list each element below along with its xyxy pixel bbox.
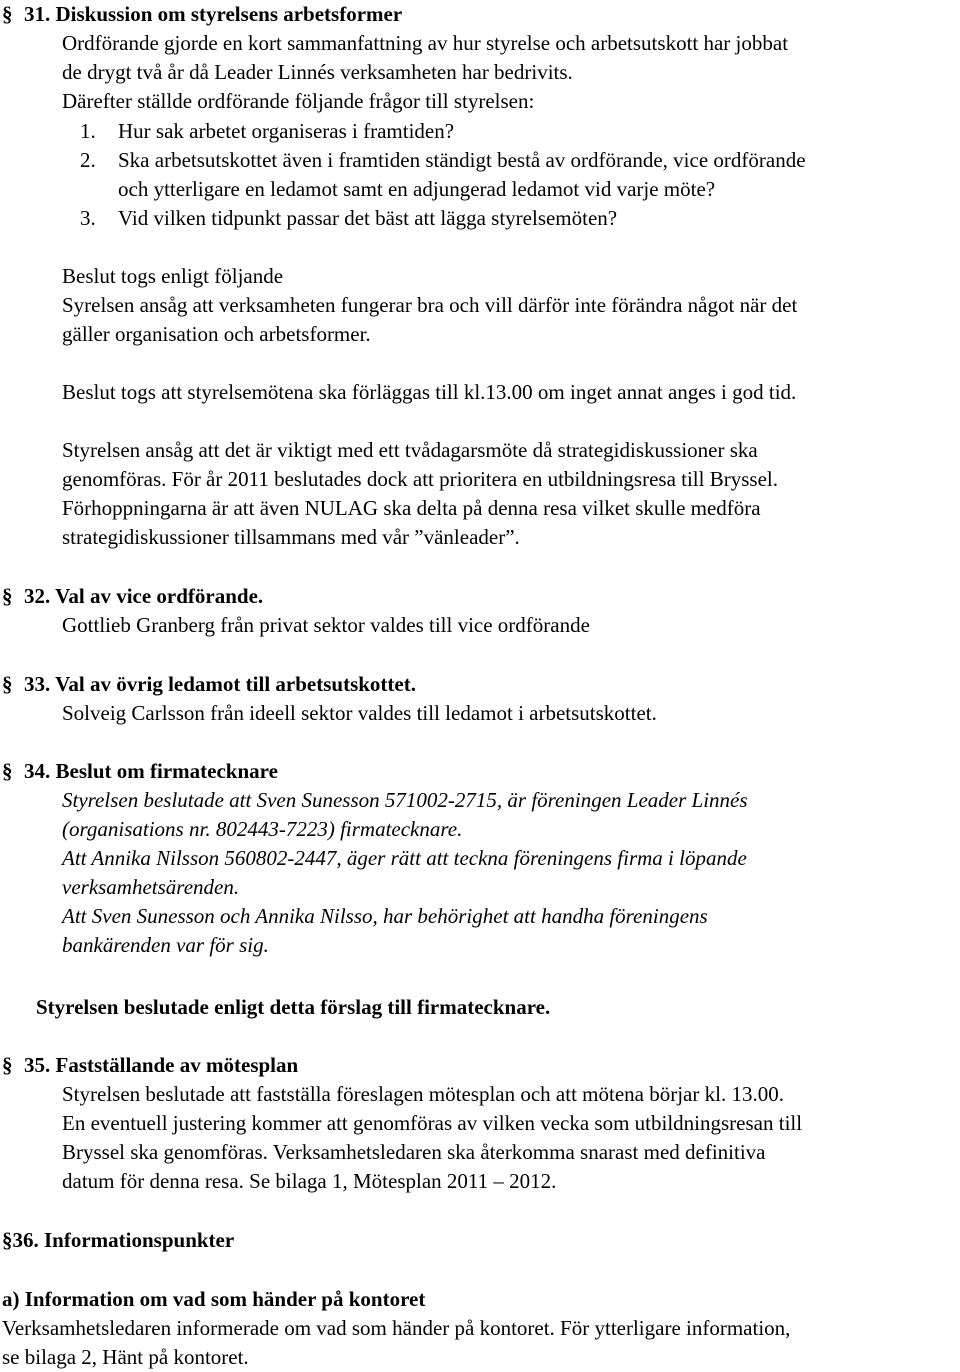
list-item-continued: och ytterligare en ledamot samt en adjungerad ledamot vid varje möte?	[118, 177, 716, 201]
section-sign: §	[2, 1053, 13, 1077]
section-32-heading: 32. Val av vice ordförande.	[24, 584, 264, 608]
paragraph-line: Solveig Carlsson från ideell sektor valdes till ledamot i arbetsutskottet.	[62, 701, 657, 725]
section-sign: §	[2, 584, 13, 608]
list-item: Ska arbetsutskottet även i framtiden ständigt bestå av ordförande, vice ordförande	[118, 148, 806, 172]
section-36-heading: §36. Informationspunkter	[2, 1228, 235, 1252]
list-number: 2.	[80, 148, 96, 172]
paragraph-line: de drygt två år då Leader Linnés verksamheten har bedrivits.	[62, 60, 573, 84]
paragraph-line: strategidiskussioner tillsammans med vår ”vänleader”.	[62, 525, 520, 549]
paragraph-line: genomföras. För år 2011 beslutades dock att prioritera en utbildningsresa till Bryssel.	[62, 467, 778, 491]
decision-heading: Beslut togs enligt följande	[62, 264, 284, 288]
paragraph-line: Förhoppningarna är att även NULAG ska delta på denna resa vilket skulle medföra	[62, 496, 761, 520]
subsection-heading: a) Information om vad som händer på kontoret	[2, 1287, 426, 1311]
paragraph-line: Syrelsen ansåg att verksamheten fungerar bra och vill därför inte förändra något när det	[62, 293, 798, 317]
italic-line: Styrelsen beslutade att Sven Sunesson 571002-2715, är föreningen Leader Linnés	[62, 788, 748, 812]
list-number: 1.	[80, 119, 96, 143]
paragraph-line: se bilaga 2, Hänt på kontoret.	[2, 1345, 249, 1369]
italic-line: Att Sven Sunesson och Annika Nilsso, har behörighet att handha föreningens	[62, 904, 708, 928]
section-sign: §	[2, 672, 13, 696]
section-sign: §	[2, 2, 13, 26]
paragraph-line: Beslut togs att styrelsemötena ska förläggas till kl.13.00 om inget annat anges i god tid.	[62, 380, 797, 404]
paragraph-line: Styrelsen ansåg att det är viktigt med ett tvådagarsmöte då strategidiskussioner ska	[62, 438, 758, 462]
section-33-heading: 33. Val av övrig ledamot till arbetsutskottet.	[24, 672, 416, 696]
italic-line: bankärenden var för sig.	[62, 933, 269, 957]
paragraph-line: Gottlieb Granberg från privat sektor valdes till vice ordförande	[62, 613, 590, 637]
list-item: Hur sak arbetet organiseras i framtiden?	[118, 119, 455, 143]
paragraph-line: Bryssel ska genomföras. Verksamhetsledaren ska återkomma snarast med definitiva	[62, 1140, 766, 1164]
paragraph-line: Därefter ställde ordförande följande frågor till styrelsen:	[62, 89, 535, 113]
paragraph-line: Verksamhetsledaren informerade om vad som händer på kontoret. För ytterligare information,	[2, 1316, 791, 1340]
section-35-heading: 35. Fastställande av mötesplan	[24, 1053, 299, 1077]
italic-line: verksamhetsärenden.	[62, 875, 240, 899]
list-number: 3.	[80, 206, 96, 230]
section-31-heading: 31. Diskussion om styrelsens arbetsformer	[24, 2, 403, 26]
paragraph-line: Styrelsen beslutade att fastställa föreslagen mötesplan och att mötena börjar kl. 13.00.	[62, 1082, 784, 1106]
paragraph-line: Ordförande gjorde en kort sammanfattning av hur styrelse och arbetsutskott har jobbat	[62, 31, 789, 55]
paragraph-line: gäller organisation och arbetsformer.	[62, 322, 371, 346]
paragraph-line: En eventuell justering kommer att genomföras av vilken vecka som utbildningsresan till	[62, 1111, 803, 1135]
paragraph-line: datum för denna resa. Se bilaga 1, Mötesplan 2011 – 2012.	[62, 1169, 557, 1193]
italic-line: Att Annika Nilsson 560802-2447, äger rätt att teckna föreningens firma i löpande	[62, 846, 747, 870]
list-item: Vid vilken tidpunkt passar det bäst att lägga styrelsemöten?	[118, 206, 618, 230]
section-34-heading: 34. Beslut om firmatecknare	[24, 759, 278, 783]
decision-line: Styrelsen beslutade enligt detta förslag till firmatecknare.	[36, 995, 551, 1019]
section-sign: §	[2, 759, 13, 783]
italic-line: (organisations nr. 802443-7223) firmatecknare.	[62, 817, 463, 841]
